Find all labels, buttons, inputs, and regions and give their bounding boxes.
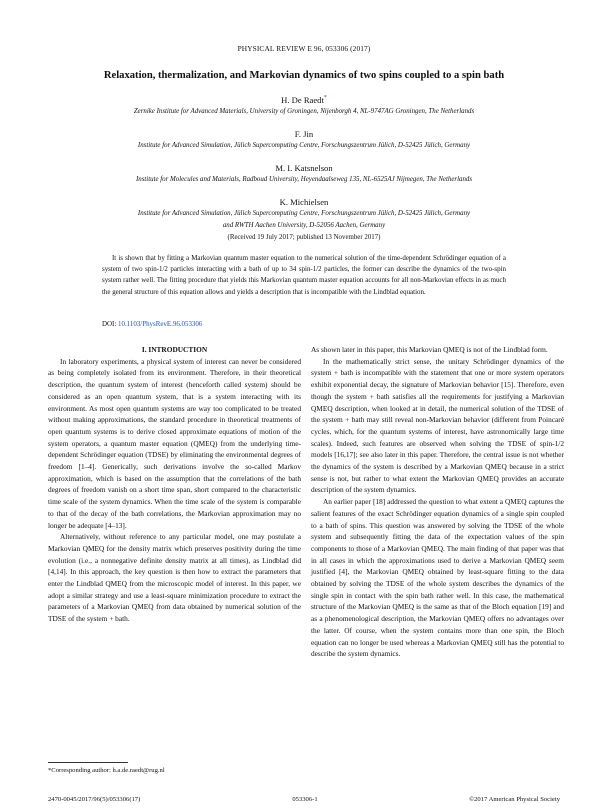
body-paragraph: In laboratory experiments, a physical system of interest can never be considered as being completely isolated from its environment. Therefore, in their theoretical description, the quantum system of interest (henceforth called system) should be considered as an open quantum system, that is a system interacting with its environment. As most open quantum systems are way too complicated to be treated without making approximations, the standard procedure in theoretical treatments of open quantum systems is to derive closed approximate equations of motion of the system operators, a quantum master equation (QMEQ) from the underlying time-dependent Schrödinger equation (TDSE) by eliminating the environmental degrees of freedom [1–4]. Generically, such derivations involve the so-called Markov approximation, which is based on the assumption that the correlations of the bath degrees of freedom vanish on a short time span, short compared to the characteristic time scale of the system dynamics. When the time scale of the system is comparable to that of the decay of the bath correlations, the Markovian approximation may no longer be adequate [4–13]. — [48, 356, 301, 530]
journal-header: PHYSICAL REVIEW E 96, 053306 (2017) — [237, 44, 371, 53]
footer-copyright: ©2017 American Physical Society — [469, 796, 560, 803]
author-name: H. De Raedt* — [281, 95, 327, 105]
paper-title: Relaxation, thermalization, and Markovian dynamics of two spins coupled to a spin bath — [103, 70, 505, 81]
section-heading: I. INTRODUCTION — [141, 345, 208, 354]
author-affiliation: Institute for Advanced Simulation, Jülich Supercomputing Centre, Forschungszentrum Jülich, D-52425 Jülich, Germany — [137, 210, 471, 217]
abstract: It is shown that by fitting a Markovian quantum master equation to the numerical solution of the time-dependent Schrödinger equation of a system of two spin-1/2 particles interacting with a bath of up to 34 spin-1/2 particles, the former can describe the dynamics of the two-spin system rather well. The fitting procedure that yields this Markovian quantum master equation accounts for all non-Markovian effects in as much the general structure of this equation allows and yields a description that is incompatible with the Lindblad equation. — [102, 254, 506, 296]
doi-line — [102, 320, 202, 328]
author-affiliation-2: and RWTH Aachen University, D-52056 Aachen, Germany — [222, 222, 386, 229]
footer-page-number: 053306-1 — [292, 796, 318, 803]
body-paragraph: In the mathematically strict sense, the unitary Schrödinger dynamics of the system + bath is incompatible with the statement that one or more system operators exhibit exponential decay, the signature of Markovian behavior [15]. Therefore, even though the system + bath satisfies all the requirements for justifying a Markovian QMEQ description, when looked at in detail, the numerical solution of the TDSE of the system + bath may still reveal non-Markovian behavior (different from Poincaré cycles, which, for the quantum systems of interest, have astronomically large time scales). Indeed, such features are observed when solving the TDSE of spin-1/2 models [16,17]; see also later in this paper. Therefore, the central issue is not whether the dynamics of the system is described by a Markovian QMEQ because in a strict sense is not, but rather to what extent the Markovian QMEQ provides an accurate description of the system dynamics. — [311, 356, 564, 495]
author-affiliation: Institute for Advanced Simulation, Jülich Supercomputing Centre, Forschungszentrum Jülich, D-52425 Jülich, Germany — [137, 142, 471, 149]
doi-link[interactable]: 10.1103/PhysRevE.96.053306 — [118, 320, 203, 328]
body-paragraph: As shown later in this paper, this Markovian QMEQ is not of the Lindblad form. — [311, 345, 548, 354]
author-affiliation: Zernike Institute for Advanced Materials, University of Groningen, Nijenborgh 4, NL-9747AG Groningen, The Netherlands — [133, 108, 475, 115]
author-affiliation: Institute for Molecules and Materials, Radboud University, Heyendaalseweg 135, NL-6525AJ Nijmegen, The Netherlands — [135, 176, 473, 183]
author-name: K. Michielsen — [279, 197, 329, 207]
left-column — [48, 344, 301, 625]
doi-label: DOI: — [102, 320, 117, 328]
author-name: M. I. Katsnelson — [275, 163, 333, 173]
body-paragraph: An earlier paper [18] addressed the question to what extent a QMEQ captures the salient features of the exact Schrödinger equation dynamics of a single spin coupled to a bath of spins. This question was answered by solving the TDSE of the whole system and subsequently fitting the data of the expectation values of the spin components to those of a Markovian QMEQ. The main finding of that paper was that in all cases in which the approximations used to derive a Markovian QMEQ seem justified [4], the Markovian QMEQ obtained by least-square fitting to the data obtained by solving the TDSE of the whole system describes the dynamics of the single spin in contact with the spin bath rather well. In this case, the mathematical structure of the Markovian QMEQ is the same as that of the Bloch equation [19] and as a phenomenological description, the Markovian QMEQ offers no advantages over the latter. Of course, when the system contains more than one spin, the Bloch equation can no longer be used whereas a Markovian QMEQ still has the potential to describe the system dynamics. — [311, 497, 564, 659]
author-name: F. Jin — [294, 129, 314, 139]
body-paragraph: Alternatively, without reference to any particular model, one may postulate a Markovian QMEQ for the density matrix which preserves positivity during the time evolution (i.e., a nonnegative definite density matrix at all times), as Lindblad did [4,14]. In this approach, the key question is then how to extract the parameters that enter the Lindblad QMEQ from the microscopic model of interest. In this paper, we adopt a similar strategy and use a least-square minimization procedure to extract the parameters of a Markovian QMEQ from data obtained by numerical solution of the TDSE of the system + bath. — [48, 532, 301, 624]
footer-issn: 2470-0045/2017/96(5)/053306(17) — [48, 796, 141, 803]
corresponding-author-footnote: *Corresponding author: h.a.de.raedt@rug.nl — [48, 767, 165, 774]
corresponding-author-mark[interactable]: * — [323, 95, 327, 102]
right-column — [311, 344, 564, 660]
received-dates: (Received 19 July 2017; published 13 November 2017) — [227, 234, 381, 241]
footnote-divider — [48, 762, 128, 763]
